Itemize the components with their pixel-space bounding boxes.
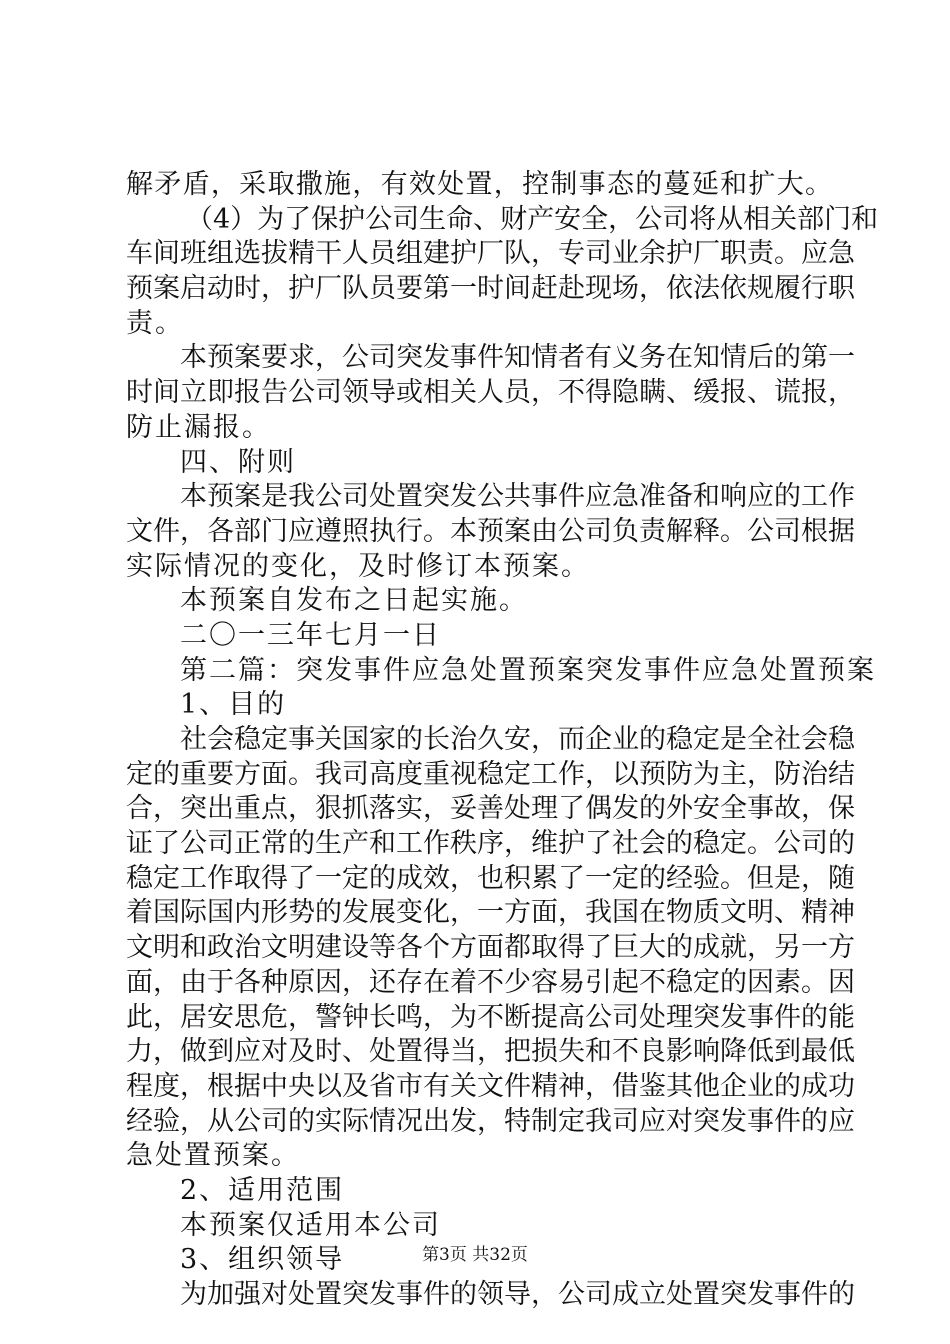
section-heading: 2、适用范围 <box>180 1174 345 1206</box>
text-line: 车间班组选拔精干人员组建护厂队，专司业余护厂职责。应急 <box>126 238 855 270</box>
text-line: 定的重要方面。我司高度重视稳定工作，以预防为主，防治结 <box>126 758 855 790</box>
text-line: 合，突出重点，狠抓落实，妥善处理了偶发的外安全事故，保 <box>126 793 855 825</box>
text-line: 实际情况的变化，及时修订本预案。 <box>126 550 590 582</box>
document-body <box>126 168 879 1313</box>
text-line: 稳定工作取得了一定的成效，也积累了一定的经验。但是，随 <box>126 862 855 894</box>
text-line: 文明和政治文明建设等各个方面都取得了巨大的成就，另一方 <box>126 932 855 964</box>
text-line: 急处置预案。 <box>126 1140 300 1172</box>
text-line: 经验，从公司的实际情况出发，特制定我司应对突发事件的应 <box>126 1105 855 1137</box>
section-heading: 1、目的 <box>180 689 287 721</box>
text-line: 社会稳定事关国家的长治久安，而企业的稳定是全社会稳 <box>180 724 855 755</box>
text-line: 本预案要求，公司突发事件知情者有义务在知情后的第一 <box>180 342 855 374</box>
text-line: 责。 <box>126 307 184 339</box>
text-line: 文件，各部门应遵照执行。本预案由公司负责解释。公司根据 <box>126 515 855 547</box>
text-line: 预案启动时，护厂队员要第一时间赶赴现场，依法依规履行职 <box>126 273 855 305</box>
date-line: 二〇一三年七月一日 <box>180 619 441 651</box>
text-line: 力，做到应对及时、处置得当，把损失和不良影响降低到最低 <box>126 1036 855 1068</box>
chapter-heading: 第二篇：突发事件应急处置预案突发事件应急处置预案 <box>180 654 876 686</box>
section-heading: 3、组织领导 <box>180 1244 345 1276</box>
text-line: 着国际国内形势的发展变化，一方面，我国在物质文明、精神 <box>126 897 855 929</box>
text-line: 本预案仅适用本公司 <box>180 1209 441 1241</box>
text-line: 本预案是我公司处置突发公共事件应急准备和响应的工作 <box>180 481 855 513</box>
text-line: （4）为了保护公司生命、财产安全，公司将从相关部门和 <box>186 203 879 235</box>
text-line: 程度，根据中央以及省市有关文件精神，借鉴其他企业的成功 <box>126 1070 855 1102</box>
text-line: 解矛盾，采取撒施，有效处置，控制事态的蔓延和扩大。 <box>126 169 832 200</box>
text-line: 防止漏报。 <box>126 411 271 443</box>
text-line: 本预案自发布之日起实施。 <box>180 585 528 617</box>
page-number-footer: 第3页 共32页 <box>422 1245 528 1265</box>
text-line: 为加强对处置突发事件的领导，公司成立处置突发事件的 <box>180 1279 855 1310</box>
text-line: 此，居安思危，警钟长鸣，为不断提高公司处理突发事件的能 <box>126 1001 855 1033</box>
text-line: 证了公司正常的生产和工作秩序，维护了社会的稳定。公司的 <box>126 828 855 860</box>
text-line: 时间立即报告公司领导或相关人员，不得隐瞒、缓报、谎报， <box>126 377 855 409</box>
text-line: 面，由于各种原因，还存在着不少容易引起不稳定的因素。因 <box>126 966 855 998</box>
section-heading: 四、附则 <box>180 446 296 478</box>
